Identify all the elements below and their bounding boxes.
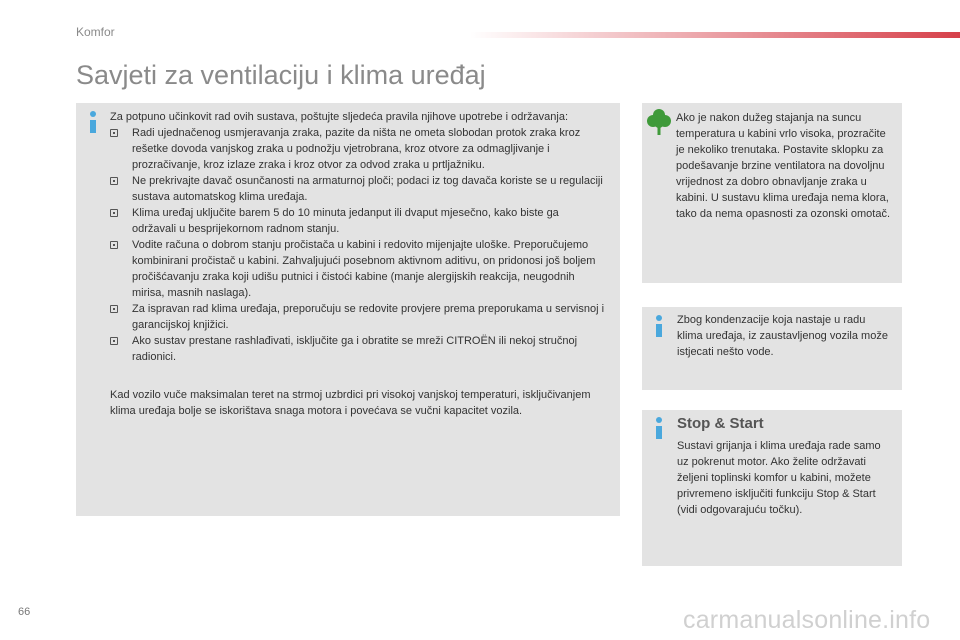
intro-paragraph: Za potpuno učinkovit rad ovih sustava, poštujte sljedeća pravila njihove upotrebe i održavanja: <box>110 111 568 123</box>
list-item-text: Radi ujednačenog usmjeravanja zraka, pazite da ništa ne ometa slobodan protok zraka kroz rešetke dovoda vanjskog zraka u podnožju vjetrobrana, kroz otvore za odmagljivanje i prozračivanje, kroz izlaze zraka i kroz otvor za odvod zraka u prtljažniku. <box>132 127 581 171</box>
header-accent-bar <box>470 32 960 38</box>
info-icon <box>652 315 666 337</box>
list-item-text: Ne prekrivajte davač osunčanosti na armaturnoj ploči; podaci iz tog davača koriste se u regulaciji sustava automatskog klima uređaja. <box>132 175 603 203</box>
list-item <box>110 333 605 365</box>
square-bullet-icon <box>110 305 118 313</box>
list-item <box>110 125 605 173</box>
page-title: Savjeti za ventilaciju i klima uređaj <box>76 60 486 90</box>
watermark: carmanualsonline.info <box>683 606 931 634</box>
info-icon <box>652 417 666 439</box>
tree-icon <box>647 108 671 136</box>
list-item-text: Ako sustav prestane rashlađivati, isključite ga i obratite se mreži CITROËN ili nekoj stručnoj radionici. <box>132 335 578 363</box>
square-bullet-icon <box>110 241 118 249</box>
list-item-text: Vodite računa o dobrom stanju pročistača u kabini i redovito mijenjajte uloške. Preporučujemo kombinirani pročistač u kabini. Zahvaljujući posebnom aktivnom aditivu, on pridonosi još boljem pročišćavanju zraka koji udišu putnici i čistoći kabine (manje alergijskih reakcija, neugodnih mirisa, masnih naslaga). <box>132 239 596 299</box>
closing-paragraph: Kad vozilo vuče maksimalan teret na strmoj uzbrdici pri visokoj vanjskoj temperaturi, isključivanjem klima uređaja bolje se iskorištava snaga motora i povećava se vučni kapacitet vozila. <box>110 389 591 417</box>
section-label: Komfor <box>76 25 115 39</box>
list-item <box>110 205 605 237</box>
list-item <box>110 173 605 205</box>
square-bullet-icon <box>110 177 118 185</box>
square-bullet-icon <box>110 129 118 137</box>
eco-tip-text: Ako je nakon dužeg stajanja na suncu temperatura u kabini vrlo visoka, prozračite je nekoliko trenutaka. Postavite sklopku za podešavanje brzine ventilatora na dovoljnu vrijednost za dobro obnavljanje zraka u kabini. U sustavu klima uređaja nema klora, tako da nema opasnosti za ozonski omotač. <box>676 112 891 220</box>
info-icon <box>86 111 100 133</box>
stop-start-title: Stop & Start <box>677 415 764 432</box>
square-bullet-icon <box>110 337 118 345</box>
stop-start-text: Sustavi grijanja i klima uređaja rade samo uz pokrenut motor. Ako želite održavati željeni toplinski komfor u kabini, možete privremeno isključiti funkciju Stop & Start (vidi odgovarajuću točku). <box>677 440 881 516</box>
list-item <box>110 237 605 301</box>
advice-list <box>110 125 605 365</box>
condensation-text: Zbog kondenzacije koja nastaje u radu klima uređaja, iz zaustavljenog vozila može istjecati nešto vode. <box>677 314 888 358</box>
square-bullet-icon <box>110 209 118 217</box>
list-item-text: Za ispravan rad klima uređaja, preporučuju se redovite provjere prema preporukama u servisnoj i garancijskoj knjižici. <box>132 303 605 331</box>
page-number: 66 <box>18 606 31 618</box>
list-item-text: Klima uređaj uključite barem 5 do 10 minuta jedanput ili dvaput mjesečno, kako biste ga održavali u besprijekornom radnom stanju. <box>132 207 559 235</box>
main-advice-text <box>110 109 605 419</box>
list-item <box>110 301 605 333</box>
